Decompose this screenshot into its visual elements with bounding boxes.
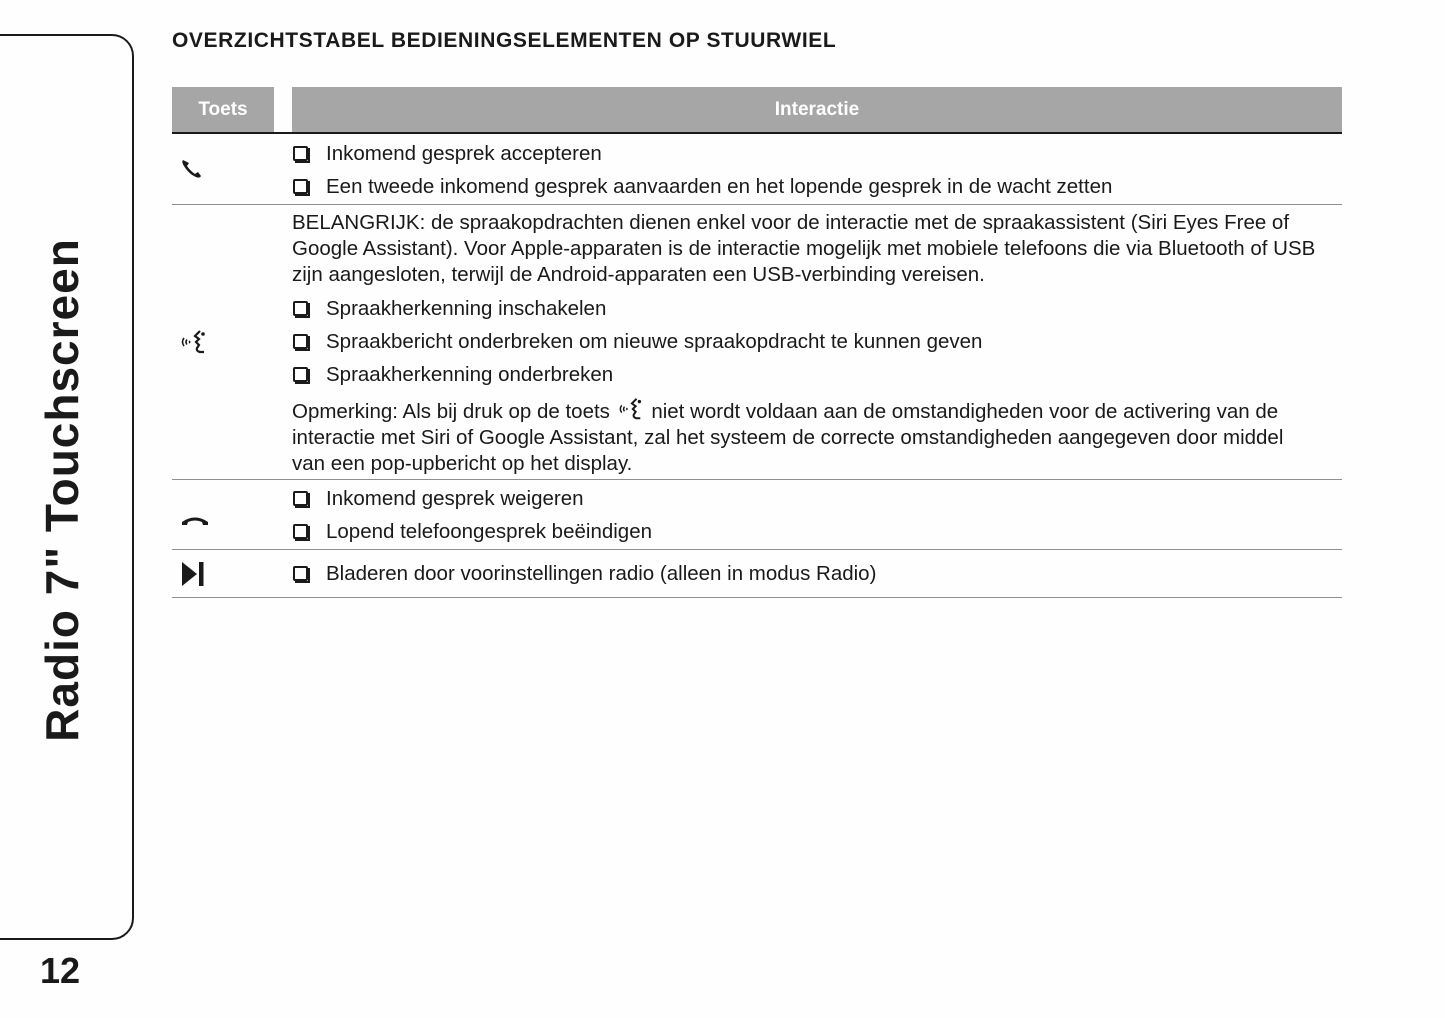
voice-command-icon (618, 395, 644, 423)
table-row (172, 205, 1342, 480)
page-title: OVERZICHTSTABEL BEDIENINGSELEMENTEN OP STUURWIEL (172, 29, 837, 52)
remark-note: Opmerking: Als bij druk op de toets niet wordt voldaan aan de omstandigheden voor de activering van de interactie met Siri of Google Assistant, zal het systeem de correcte omstandigheden aangegeven door middel van een pop-upbericht op het display. (292, 395, 1342, 477)
skip-next-icon (180, 560, 206, 588)
header-interaction: Interactie (292, 87, 1342, 132)
list-item: Een tweede inkomend gesprek aanvaarden en het lopende gesprek in de wacht zetten (292, 170, 1342, 203)
list-item: Lopend telefoongesprek beëindigen (292, 515, 1342, 548)
phone-answer-icon (180, 157, 204, 181)
controls-table (172, 87, 1342, 598)
list-item: Inkomend gesprek accepteren (292, 137, 1342, 170)
phone-hangup-icon (180, 515, 210, 527)
important-note: BELANGRIJK: de spraakopdrachten dienen enkel voor de interactie met de spraakassistent (Siri Eyes Free of Google Assistant). Voor Apple-apparaten is de interactie mogelijk met mobiele telefoons die via Bluetooth of USB zijn aangesloten, terwijl de Android-apparaten een USB-verbinding vereisen. (292, 211, 1316, 286)
list-item: Bladeren door voorinstellingen radio (alleen in modus Radio) (292, 557, 876, 590)
table-row (172, 480, 1342, 550)
table-row (172, 134, 1342, 205)
side-tab-label: Radio 7" Touchscreen (36, 238, 88, 742)
table-header (172, 87, 1342, 134)
table-row (172, 550, 1342, 598)
page-number: 12 (40, 950, 81, 991)
header-key: Toets (172, 87, 274, 132)
list-item: Inkomend gesprek weigeren (292, 482, 1342, 515)
voice-command-icon (180, 327, 208, 357)
list-item: Spraakherkenning inschakelen (292, 292, 1342, 325)
list-item: Spraakherkenning onderbreken (292, 358, 1342, 391)
list-item: Spraakbericht onderbreken om nieuwe spraakopdracht te kunnen geven (292, 325, 1342, 358)
